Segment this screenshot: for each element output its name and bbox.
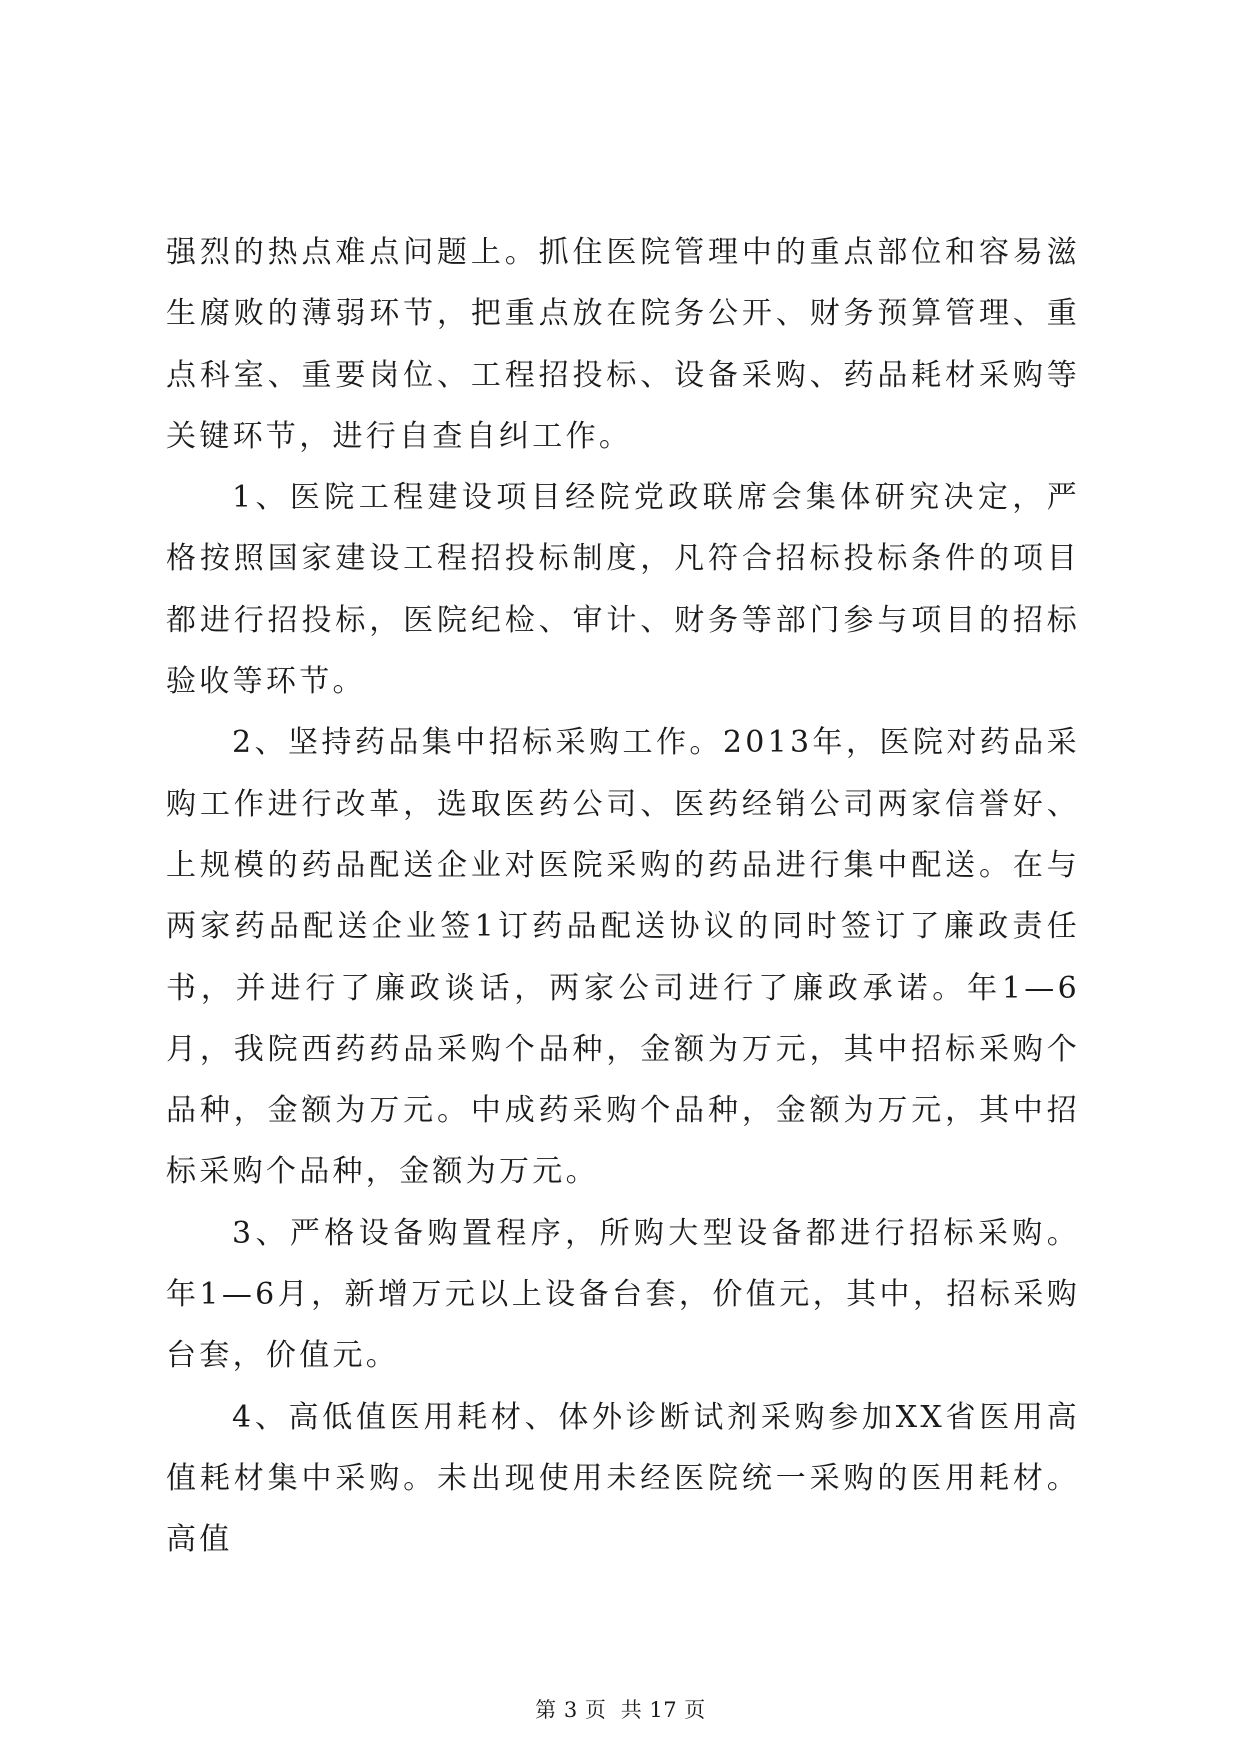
paragraph-item-1: 1、医院工程建设项目经院党政联席会集体研究决定，严格按照国家建设工程招投标制度，凡符合招标投标条件的项目都进行招投标，医院纪检、审计、财务等部门参与项目的招标验收等环节。 bbox=[166, 480, 1080, 700]
page-number-label: 第 3 页 共 17 页 bbox=[535, 1698, 706, 1722]
paragraph-continuation: 强烈的热点难点问题上。抓住医院管理中的重点部位和容易滋生腐败的薄弱环节，把重点放在院务公开、财务预算管理、重点科室、重要岗位、工程招投标、设备采购、药品耗材采购等关键环节，进行自查自纠工作。 bbox=[166, 235, 1080, 454]
page-footer bbox=[0, 1694, 1241, 1724]
paragraph-item-2: 2、坚持药品集中招标采购工作。2013年，医院对药品采购工作进行改革，选取医药公司、医药经销公司两家信誉好、上规模的药品配送企业对医院采购的药品进行集中配送。在与两家药品配送企业签1订药品配送协议的同时签订了廉政责任书，并进行了廉政谈话，两家公司进行了廉政承诺。年1—6月，我院西药药品采购个品种，金额为万元，其中招标采购个品种，金额为万元。中成药采购个品种，金额为万元，其中招标采购个品种，金额为万元。 bbox=[166, 725, 1080, 1190]
paragraph-item-3: 3、严格设备购置程序，所购大型设备都进行招标采购。年1—6月，新增万元以上设备台套，价值元，其中，招标采购台套，价值元。 bbox=[166, 1215, 1080, 1374]
document-body bbox=[166, 222, 1080, 1571]
paragraph-item-4: 4、高低值医用耗材、体外诊断试剂采购参加XX省医用高值耗材集中采购。未出现使用未经医院统一采购的医用耗材。高值 bbox=[166, 1399, 1080, 1558]
